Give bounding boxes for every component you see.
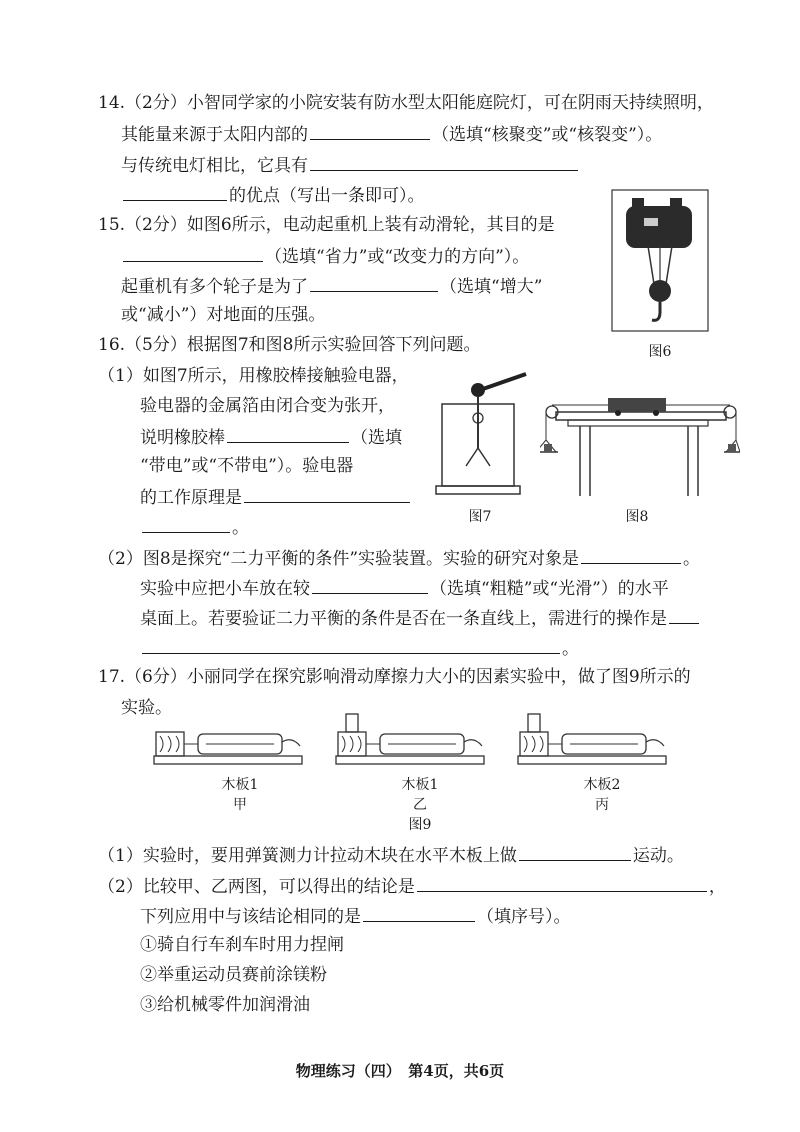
q16-part1-line5-text: 的工作原理是	[140, 488, 242, 508]
q14-line3	[121, 152, 580, 178]
q17-blank1[interactable]	[519, 842, 631, 861]
q17-part1-end: 运动。	[632, 846, 684, 866]
q16-part1-line3	[140, 424, 402, 450]
q16-blank4[interactable]	[312, 575, 428, 594]
figure-9c-board-label: 木板2	[583, 777, 621, 793]
q14-line4	[121, 182, 425, 208]
q15-line4: 或“减小”）对地面的压强。	[121, 305, 326, 325]
q17-part1-text: （1）实验时，要用弹簧测力计拉动木块在水平木板上做	[98, 846, 517, 866]
q14-blank2[interactable]	[310, 152, 578, 171]
q16-blank5-cont[interactable]	[142, 635, 560, 654]
q16-blank1[interactable]	[227, 424, 349, 443]
q14-line3-text: 与传统电灯相比，它具有	[121, 156, 308, 176]
q17-option-1: ①骑自行车刹车时用力捏闸	[140, 935, 344, 955]
q17-line1: 17.（6分）小丽同学在探究影响滑动摩擦力大小的因素实验中，做了图9所示的	[98, 667, 691, 687]
q16-part2-line1	[98, 545, 700, 571]
q16-part1-line4: “带电”或“不带电”）。验电器	[140, 456, 354, 476]
q16-part2-line2-option: （选填“粗糙”或“光滑”）的水平	[430, 579, 669, 599]
figure-7-electroscope	[430, 368, 530, 503]
q15-line2-option: （选填“省力”或“改变力的方向”）。	[265, 247, 530, 267]
q15-line3-text: 起重机有多个轮子是为了	[121, 277, 308, 297]
q17-part2-text: （2）比较甲、乙两图，可以得出的结论是	[98, 877, 415, 897]
q16-part1-line2: 验电器的金属箔由闭合变为张开，	[140, 396, 395, 416]
q14-line2	[121, 121, 662, 147]
figure-6-caption: 图6	[648, 344, 672, 360]
q17-part2-line2-text: 下列应用中与该结论相同的是	[140, 907, 361, 927]
q14-line4-text: 的优点（写出一条即可）。	[229, 186, 425, 206]
setup-bing	[518, 714, 666, 764]
q16-blank3[interactable]	[581, 545, 681, 564]
q16-part1-line3-text: 说明橡胶棒	[140, 428, 225, 448]
figure-9b-name: 乙	[413, 797, 427, 813]
q16-part1-line5	[140, 484, 412, 510]
figure-8-balance-apparatus	[540, 388, 740, 500]
q16-part2-line4-end: 。	[562, 639, 579, 659]
q17-part2-line2-end: （填序号）。	[477, 907, 571, 927]
q16-part2-line1-text: （2）图8是探究“二力平衡的条件”实验装置。实验的研究对象是	[98, 549, 580, 569]
q16-part2-line3-text: 桌面上。若要验证二力平衡的条件是否在一条直线上，需进行的操作是	[140, 609, 667, 629]
figure-9b-board-label: 木板1	[401, 777, 439, 793]
q16-part2-line2	[140, 575, 669, 601]
q17-option-3: ③给机械零件加润滑油	[140, 995, 310, 1015]
q16-part2-line4	[140, 635, 579, 661]
figure-9a-board-label: 木板1	[221, 777, 259, 793]
q17-part2-end: ，	[708, 877, 726, 897]
figure-9-friction-experiments	[150, 706, 690, 768]
q15-line2	[121, 243, 529, 269]
q16-blank5[interactable]	[669, 605, 699, 624]
q17-part1	[98, 842, 684, 868]
q17-line2: 实验。	[121, 698, 172, 718]
q16-part1-line1: （1）如图7所示，用橡胶棒接触验电器，	[98, 366, 409, 386]
setup-jia	[154, 732, 302, 764]
q14-blank2-cont[interactable]	[123, 182, 227, 201]
q14-line2-text: 其能量来源于太阳内部的	[121, 125, 308, 145]
q17-option-2: ②举重运动员赛前涂镁粉	[140, 965, 327, 985]
setup-yi	[336, 714, 484, 764]
q16-part1-line6-end: 。	[232, 518, 249, 538]
q15-blank1[interactable]	[123, 243, 263, 262]
figure-9c-name: 丙	[595, 797, 609, 813]
figure-9a-name: 甲	[233, 797, 247, 813]
q17-part2	[98, 873, 726, 899]
q16-part1-line6	[140, 514, 249, 540]
q17-part2-line2	[140, 903, 571, 929]
q17-blank3[interactable]	[363, 903, 475, 922]
figure-8-caption: 图8	[625, 509, 649, 525]
figure-7-caption: 图7	[468, 509, 492, 525]
figure-6-crane-hoist	[610, 188, 710, 333]
q14-line2-option: （选填“核聚变”或“核裂变”）。	[432, 125, 663, 145]
q16-blank2-cont[interactable]	[142, 514, 230, 533]
q15-line3-option: （选填“增大”	[440, 277, 543, 297]
q16-part2-line2-text: 实验中应把小车放在较	[140, 579, 310, 599]
q16-part2-line3	[140, 605, 701, 631]
q15-blank2[interactable]	[310, 273, 438, 292]
q16-blank2[interactable]	[244, 484, 410, 503]
q16-line1: 16.（5分）根据图7和图8所示实验回答下列问题。	[98, 335, 481, 355]
q15-line3	[121, 273, 542, 299]
figure-9-caption: 图9	[408, 817, 432, 833]
q15-line1: 15.（2分）如图6所示，电动起重机上装有动滑轮，其目的是	[98, 215, 555, 235]
page-footer: 物理练习（四） 第4页，共6页	[295, 1062, 505, 1080]
q16-part2-line1-end: 。	[683, 549, 701, 569]
q14-line1: 14.（2分）小智同学家的小院安装有防水型太阳能庭院灯，可在阴雨天持续照明，	[98, 93, 714, 113]
q14-blank1[interactable]	[310, 121, 430, 140]
q17-blank2[interactable]	[417, 873, 707, 892]
q16-part1-line3-option: （选填	[351, 428, 402, 448]
